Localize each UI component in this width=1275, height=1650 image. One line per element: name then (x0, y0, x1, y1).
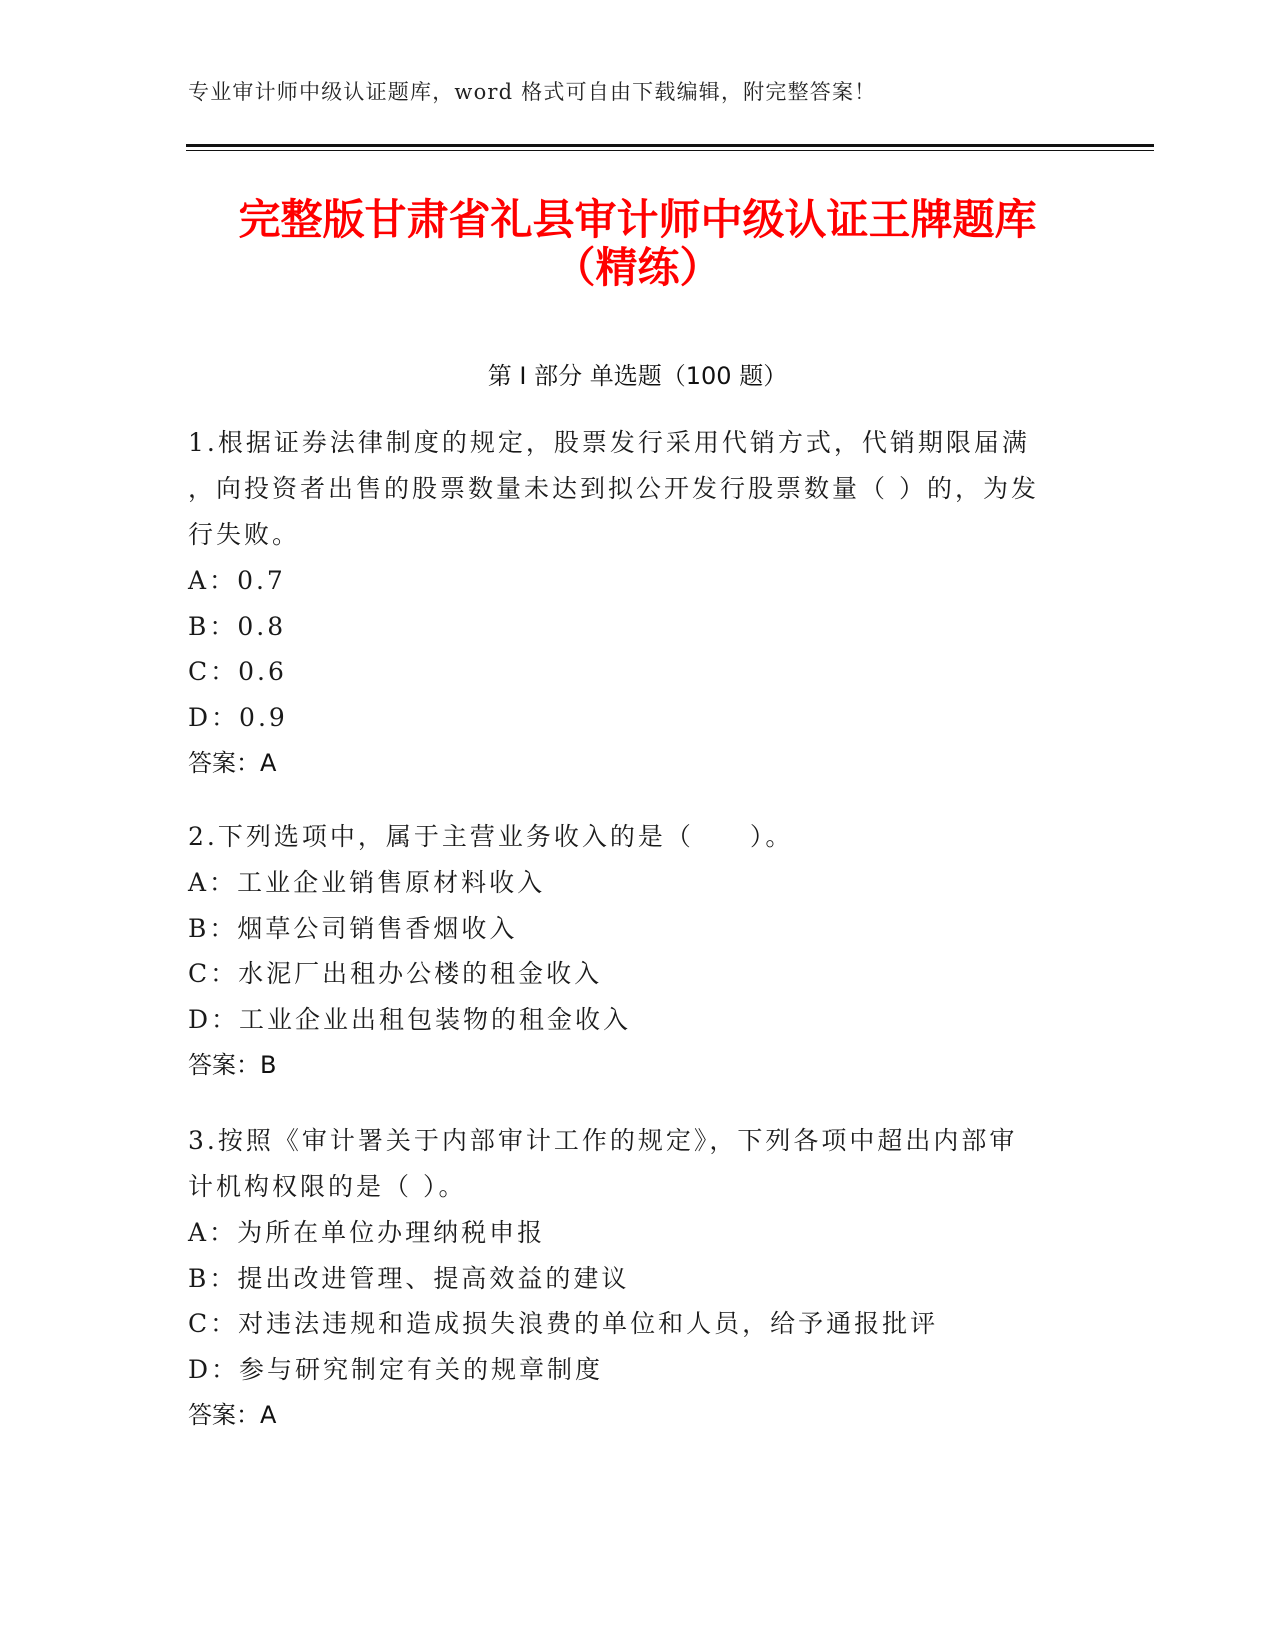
answer-value: A (260, 1401, 277, 1429)
option-a (188, 1210, 1088, 1256)
option-letter: C： (188, 959, 239, 988)
option-c (188, 649, 1088, 695)
option-text: 提出改进管理、提高效益的建议 (237, 1263, 630, 1293)
option-a (188, 860, 1088, 906)
option-text: 0.6 (238, 657, 287, 686)
option-text: 0.7 (237, 566, 286, 595)
header-rule-thick (186, 144, 1154, 147)
option-text: 参与研究制定有关的规章制度 (239, 1354, 604, 1384)
option-c (188, 951, 1088, 997)
answer (188, 740, 1088, 786)
option-d (188, 1347, 1088, 1393)
option-d (188, 695, 1088, 741)
option-text: 水泥厂出租办公楼的租金收入 (238, 959, 603, 988)
stem-line: 2.下列选项中，属于主营业务收入的是（ ）。 (188, 822, 794, 851)
section-heading: 第 I 部分 单选题（100 题） (487, 362, 788, 390)
option-c (188, 1301, 1088, 1347)
option-letter: C： (188, 657, 239, 686)
stem-line: 行失败。 (188, 520, 301, 549)
answer-label: 答案： (188, 1051, 260, 1079)
stem-line: 计机构权限的是（ ）。 (188, 1172, 467, 1201)
stem-line: 3.按照《审计署关于内部审计工作的规定》，下列各项中超出内部审 (188, 1126, 1018, 1155)
option-d (188, 997, 1088, 1043)
option-letter: C： (188, 1309, 239, 1338)
title-line-2: （精练） (553, 243, 722, 292)
answer-label: 答案： (188, 1401, 260, 1429)
header-note: 专业审计师中级认证题库，word 格式可自由下载编辑，附完整答案！ (188, 80, 877, 104)
document-title (0, 196, 1275, 292)
stem-line: 1.根据证券法律制度的规定，股票发行采用代销方式，代销期限届满 (188, 428, 1030, 457)
option-letter: B： (188, 611, 238, 641)
option-letter: B： (188, 1263, 238, 1293)
option-text: 工业企业销售原材料收入 (237, 868, 546, 897)
question-stem (188, 1118, 1088, 1210)
question-stem (188, 420, 1088, 558)
option-text: 对违法违规和造成损失浪费的单位和人员，给予通报批评 (238, 1309, 939, 1338)
header-rule-thin (186, 150, 1154, 151)
option-text: 为所在单位办理纳税申报 (237, 1218, 546, 1247)
option-text: 工业企业出租包装物的租金收入 (239, 1004, 632, 1034)
title-line-1: 完整版甘肃省礼县审计师中级认证王牌题库 (238, 195, 1037, 244)
answer-value: B (260, 1051, 277, 1079)
question-1 (188, 420, 1088, 786)
option-b (188, 906, 1088, 952)
stem-line: ，向投资者出售的股票数量未达到拟公开发行股票数量（ ）的，为发 (188, 474, 1039, 503)
option-text: 烟草公司销售香烟收入 (237, 913, 518, 943)
option-text: 0.8 (237, 611, 287, 641)
option-letter: A： (188, 1218, 238, 1247)
option-b (188, 604, 1088, 650)
option-letter: B： (188, 913, 238, 943)
option-text: 0.9 (239, 702, 288, 732)
question-3 (188, 1118, 1088, 1438)
option-letter: A： (188, 566, 238, 595)
option-letter: A： (188, 868, 238, 897)
option-letter: D： (188, 702, 240, 732)
answer (188, 1392, 1088, 1438)
option-a (188, 558, 1088, 604)
option-b (188, 1256, 1088, 1302)
answer-value: A (260, 749, 277, 777)
question-stem (188, 814, 1088, 860)
answer-label: 答案： (188, 749, 260, 777)
option-letter: D： (188, 1004, 240, 1034)
answer (188, 1042, 1088, 1088)
question-2 (188, 814, 1088, 1088)
option-letter: D： (188, 1354, 240, 1384)
